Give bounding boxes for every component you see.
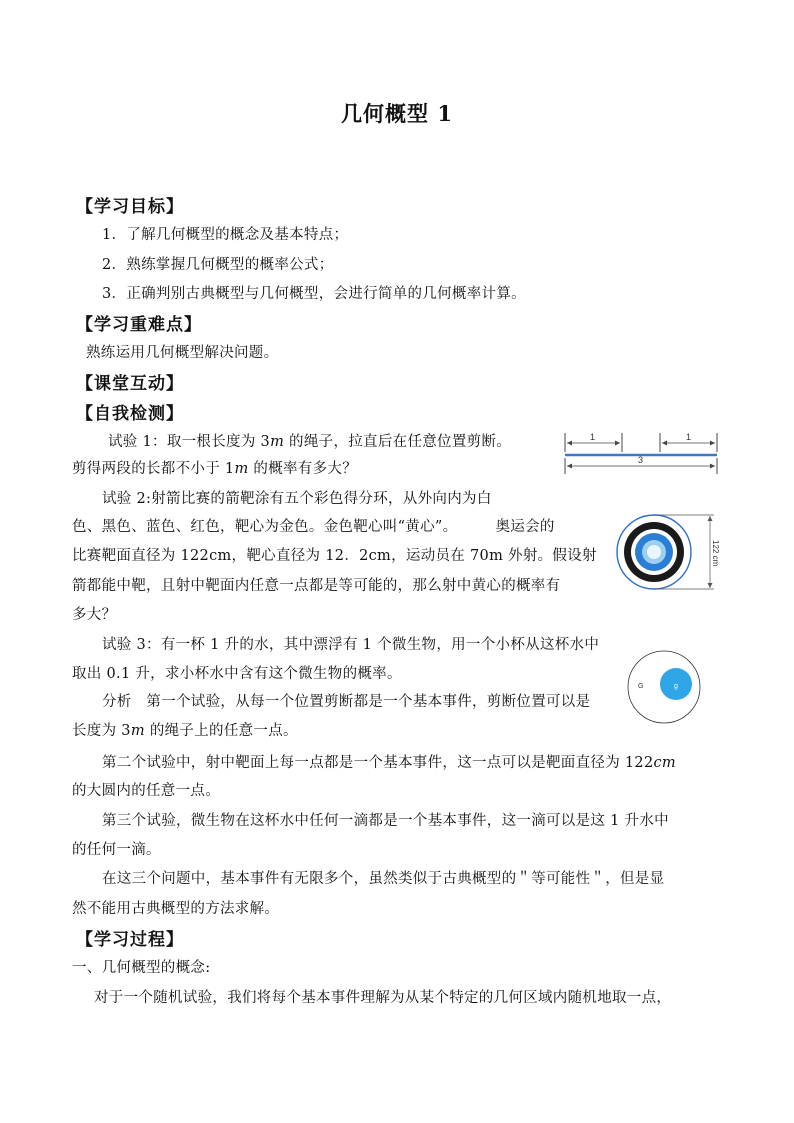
analysis-line1: 分析 第一个试验，从每一个位置剪断都是一个基本事件，剪断位置可以是: [102, 694, 591, 710]
analysis-p2-line1: 第二个试验中，射中靶面上每一点都是一个基本事件，这一点可以是靶面直径为 122cm: [102, 755, 676, 771]
key-point-text: 熟练运用几何概型解决问题。: [86, 345, 279, 361]
rope-seg-left-label: 1: [590, 432, 596, 442]
rope-total-label: 3: [638, 455, 644, 465]
exp3-line2: 取出 0.1 升，求小杯水中含有这个微生物的概率。: [72, 666, 402, 682]
analysis-line2: 长度为 3m 的绳子上的任意一点。: [72, 723, 298, 739]
exp2-line4: 箭都能中靶，且射中靶面内任意一点都是等可能的，那么射中黄心的概率有: [72, 578, 561, 594]
exp2-line3: 比赛靶面直径为 122cm，靶心直径为 12．2cm，运动员在 70m 外射。假设射: [72, 548, 597, 564]
archery-target-figure: [616, 512, 720, 594]
rope-figure: [562, 428, 720, 478]
section-learning-process: 【学习过程】: [76, 930, 184, 950]
concept-heading: 一、几何概型的概念:: [72, 960, 211, 976]
cup-figure: [626, 652, 702, 722]
section-learning-goals: 【学习目标】: [76, 197, 184, 217]
exp2-line2: 色、黑色、蓝色、红色，靶心为金色。金色靶心叫“黄心”。 奥运会的: [72, 519, 555, 535]
analysis-p2-line2: 的大圆内的任意一点。: [72, 783, 220, 799]
rope-seg-right-label: 1: [686, 432, 692, 442]
target-diameter-label: 122 cm: [711, 540, 720, 567]
exp3-line1: 试验 3：有一杯 1 升的水，其中漂浮有 1 个微生物，用一个小杯从这杯水中: [102, 637, 600, 653]
goal-item-3: 3．正确判别古典概型与几何概型，会进行简单的几何概率计算。: [102, 286, 526, 302]
analysis-p3-line1: 第三个试验，微生物在这杯水中任何一滴都是一个基本事件，这一滴可以是这 1 升水中: [102, 813, 669, 829]
section-class-interaction: 【课堂互动】: [76, 374, 184, 394]
goal-item-1: 1．了解几何概型的概念及基本特点；: [102, 227, 349, 243]
cup-outer-label: G: [638, 683, 644, 690]
analysis-p3-line2: 的任何一滴。: [72, 842, 161, 858]
exp2-line5: 多大？: [72, 607, 117, 623]
goal-item-2: 2．熟练掌握几何概型的概率公式；: [102, 257, 334, 273]
section-self-check: 【自我检测】: [76, 404, 184, 424]
analysis-p4-line1: 在这三个问题中，基本事件有无限多个，虽然类似于古典概型的＂等可能性＂，但是显: [102, 871, 665, 887]
page-title: 几何概型 1: [341, 101, 453, 126]
exp1-line2: 剪得两段的长都不小于 1m 的概率有多大？: [72, 461, 358, 477]
exp1-line1: 试验 1：取一根长度为 3m 的绳子，拉直后在任意位置剪断。: [108, 434, 512, 450]
concept-text: 对于一个随机试验，我们将每个基本事件理解为从某个特定的几何区域内随机地取一点，: [94, 990, 672, 1006]
section-key-points: 【学习重难点】: [76, 315, 202, 335]
exp2-line1: 试验 2:射箭比赛的箭靶涂有五个彩色得分环，从外向内为白: [102, 491, 492, 507]
analysis-p4-line2: 然不能用古典概型的方法求解。: [72, 901, 280, 917]
cup-inner-label: g: [674, 683, 678, 690]
